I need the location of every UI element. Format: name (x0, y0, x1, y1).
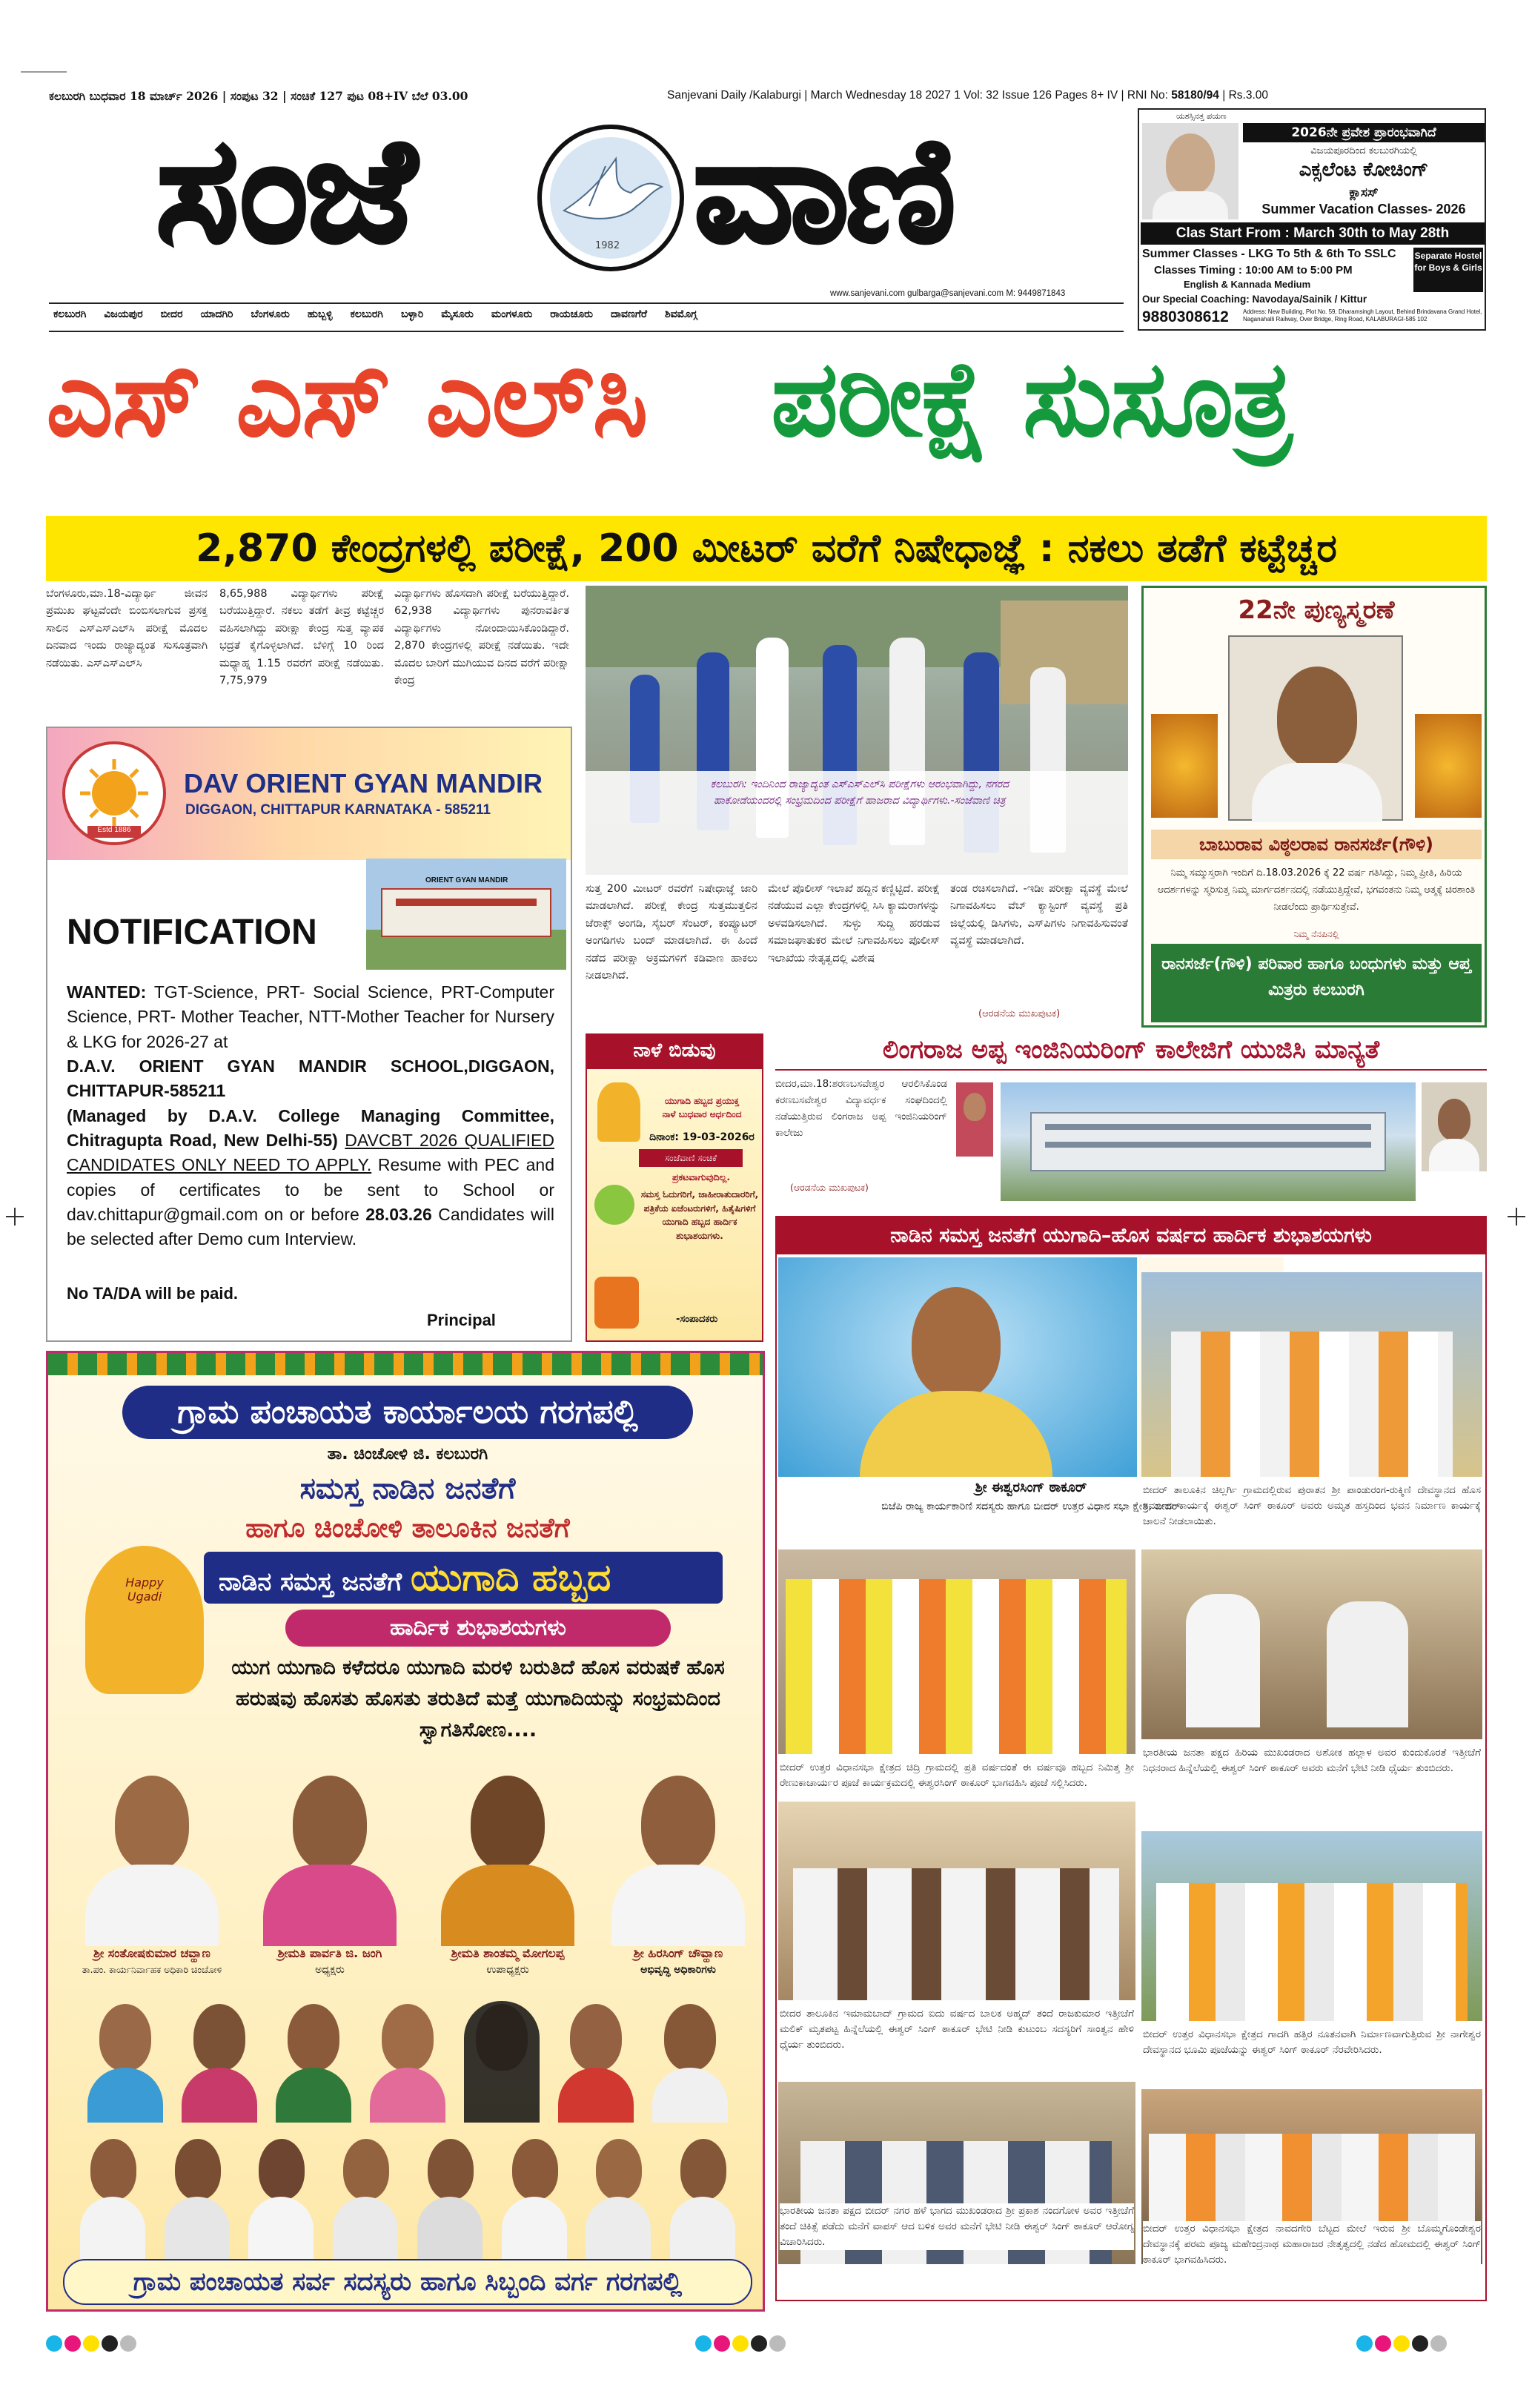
member-photo (583, 2131, 654, 2265)
panchayat-footer: ಗ್ರಾಮ ಪಂಚಾಯತ ಸರ್ವ ಸದಸ್ಯರು ಹಾಗೂ ಸಿಬ್ಬಂದಿ ವರ್ಗ ಗರಗಪಲ್ಲಿ (63, 2259, 752, 2305)
masthead-rule (49, 302, 1124, 304)
leader-name: ಶ್ರೀ ಈಶ್ವರಸಿಂಗ್ ಠಾಕೂರ್ (975, 1480, 1087, 1495)
members-row-2 (70, 2131, 745, 2265)
lamp-icon-right (1415, 714, 1482, 818)
event-photo-5 (1141, 1831, 1482, 2021)
ugadi-verse: ಯುಗ ಯುಗಾದಿ ಕಳೆದರೂ ಯುಗಾದಿ ಮರಳಿ ಬರುತಿದೆ ಹೊಸ ವರುಷಕೆ ಹೊಸ ಹರುಷವು ಹೊಸತು ಹೊಸತು ತರುತಿದೆ ಮತ್ತೆ ಯುಗಾದಿಯನ್ನು ಸಂಭ್ರಮದಿಂದ ಸ್ವಾಗತಿಸೋಣ.... (231, 1656, 725, 1742)
notification-heading: NOTIFICATION (67, 913, 317, 952)
school-building-photo: ORIENT GYAN MANDIR (366, 859, 566, 970)
registration-mark (1516, 1208, 1517, 1226)
event-photo-2 (778, 1549, 1135, 1754)
dateline-kannada: ಕಲಬುರಗಿ ಬುಧವಾರ 18 ಮಾರ್ಚ್ 2026 | ಸಂಪುಟ 32 | ಸಂಚಿಕೆ 127 ಪುಟ 08+IV ಬೆಲೆ 03.00 (49, 89, 468, 103)
member-photo (179, 1997, 260, 2123)
color-bar-left (46, 2335, 136, 2352)
editor-sign: -ಸಂಪಾದಕರು (676, 1314, 718, 1325)
college-body: ಬೀದರ,ಮಾ.18:ಶರಣಬಸವೇಶ್ವರ ಆರಲಿಸಿಕೊಂಡ ಕರಣಬಸವೇಶ್ವರ ವಿದ್ಯಾವರ್ಧಕ ಸಂಘದಿಂದಲ್ಲಿ ನಡೆಯುತ್ತಿರುವ ಲಿಂಗರಾಜ ಅಪ್ಪ ಇಂಜಿನಿಯರಿಂಗ್ ಕಾಲೇಜು (775, 1078, 947, 1139)
crop-mark (21, 71, 67, 73)
city-12: ಶಿವಮೊಗ್ಗ (665, 308, 697, 320)
official-3-photo (434, 1768, 582, 1946)
event-caption-5: ಬೀದರ್ ಉತ್ತರ ವಿಧಾನಸಭಾ ಕ್ಷೇತ್ರದ ಗಾದಗಿ ಹತ್ತಿರ ನೂತನವಾಗಿ ನಿರ್ಮಾಣವಾಗುತ್ತಿರುವ ಶ್ರೀ ನಾಗೇಶ್ವರ ದೇವಸ್ಥಾನದ ಭೂಮಿ ಪೂಜೆಯನ್ನು ಈಶ್ವರ್ ಸಿಂಗ್ ಠಾಕೂರ್ ನೆರವೇರಿಸಿದರು. (1143, 2028, 1481, 2056)
lamp-icon-left (1151, 714, 1218, 818)
event-caption-2: ಬೀದರ್ ಉತ್ತರ ವಿಧಾನಸಭಾ ಕ್ಷೇತ್ರದ ಚಿದ್ರಿ ಗ್ರಾಮದಲ್ಲಿ ಪ್ರತಿ ವರ್ಷದಂತೆ ಈ ವರ್ಷವೂ ಹಬ್ಬದ ನಿಮಿತ್ತ ಶ್ರೀ ರೇಣುಕಾಚಾರ್ಯರ ಪೂಜೆ ಕಾರ್ಯಕ್ರಮದಲ್ಲಿ ಈಶ್ವರಸಿಂಗ್ ಠಾಕೂರ್ ಭಾಗವಹಿಸಿ ಪೂಜೆ ಸಲ್ಲಿಸಿದರು. (780, 1762, 1134, 1789)
city-0: ಕಲಬುರಗಿ (53, 308, 87, 320)
college-building-photo (1001, 1082, 1416, 1201)
masthead-title-left: ಸಂಜೆ (156, 105, 412, 275)
member-photo (667, 2131, 738, 2265)
mango-leaf-toran (48, 1353, 765, 1375)
city-8: ಮೈಸೂರು (441, 308, 474, 320)
city-2: ಬೀದರ (160, 308, 183, 320)
member-photo (555, 1997, 637, 2123)
dav-address: DIGGAON, CHITTAPUR KARNATAKA - 585211 (185, 802, 491, 818)
story-col-2: 8,65,988 ವಿದ್ಯಾರ್ಥಿಗಳು ಪರೀಕ್ಷೆ ಬರೆಯುತ್ತಿದ್ದಾರೆ. ನಕಲು ತಡೆಗೆ ತೀವ್ರ ಕಟ್ಟೆಚ್ಚರ ವಹಿಸಲಾಗಿದ್ದು ಪರೀಕ್ಷಾ ಕೇಂದ್ರ ಸುತ್ತ ವ್ಯಾಪಕ ಭದ್ರತೆ ಕೈಗೊಳ್ಳಲಾಗಿದೆ. ಬೆಳಿಗ್ಗೆ 10 ರಿಂದ ಮಧ್ಯಾಹ್ನ 1.15 ರವರೆಗೆ ಪರೀಕ್ಷೆ ನಡೆಯಿತು. 7,75,979 (219, 588, 384, 687)
leader-portrait (778, 1257, 1137, 1477)
story-col-4: ಸುತ್ತ 200 ಮೀಟರ್ ರವರೆಗೆ ನಿಷೇಧಾಜ್ಞೆ ಜಾರಿ ಮಾಡಲಾಗಿದೆ. ಪರೀಕ್ಷೆ ಕೇಂದ್ರ ಸುತ್ತಮುತ್ತಲಿನ ಜೆರಾಕ್ಸ್ ಅಂಗಡಿ, ಸೈಬರ್ ಸೆಂಟರ್, ಕಂಪ್ಯೂಟರ್ ಅಂಗಡಿಗಳು ಬಂದ್ ಮಾಡಲಾಗಿದೆ. ಈ ಹಿಂದೆ ನಡೆದ ಪರೀಕ್ಷಾ ಅಕ್ರಮಗಳಿಗೆ ಕಡಿವಾಣ ಹಾಕಲು ನೀಡಲಾಗಿದೆ. (586, 883, 757, 982)
memorial-text: ನಿಮ್ಮ ಸಮ್ಮುಸ್ತರಾಗಿ ಇಂದಿಗೆ ದಿ.18.03.2026 ಕ್ಕೆ 22 ವರ್ಷ ಗತಿಸಿದ್ದು, ನಿಮ್ಮ ಪ್ರೀತಿ, ಹಿರಿಯ ಆದರ್ಶಗಳನ್ನು ಸ್ಮರಿಸುತ್ತ ನಿಮ್ಮ ಮಾರ್ಗದರ್ಶನದಲ್ಲಿ ನಡೆಯುತ್ತಿದ್ದೇವೆ, ಭಗವಂತನು ನಿಮ್ಮ ಆತ್ಮಕ್ಕೆ ಚಿರಶಾಂತಿ ನೀಡಲೆಂದು ಪ್ರಾರ್ಥಿಸುತ್ತೇವೆ. (1157, 867, 1476, 913)
member-photo (330, 2131, 401, 2265)
event-caption-3: ಭಾರತೀಯ ಜನತಾ ಪಕ್ಷದ ಹಿರಿಯ ಮುಖಂಡರಾದ ಅಶೋಕ ಹಲ್ಲಾಳ ಅವರ ಕುಂದುಕೊರತೆ ಇತ್ತೀಚೆಗೆ ನಿಧನರಾದ ಹಿನ್ನೆಲೆಯಲ್ಲಿ ಈಶ್ವರ್ ಸಿಂಗ್ ಠಾಕೂರ್ ಅವರು ಮನೆಗೆ ಭೇಟಿ ನೀಡಿ ಧೈರ್ಯ ತುಂಬಿದರು. (1143, 1747, 1481, 1774)
member-photo (162, 2131, 233, 2265)
notification-body: WANTED: TGT-Science, PRT- Social Science, PRT-Computer Science, PRT- Mother Teacher, NTT-Mother Teacher for Nursery & LKG for 2026-27 at D.A.V. ORIENT GYAN MANDIR SCHOOL,DIGGAON, CHITTAPUR-585211 (Managed by D.A.V. College Managing Committee, Chitragupta Road, New Delhi-55) DAVCBT 2026 QUALIFIED CANDIDATES ONLY NEED TO APPLY. Resume with PEC and copies of certificates to be sent to School or dav.chittapur@gmail.com on or before 28.03.26 Candidates will be selected after Demo cum Interview. (67, 982, 555, 1249)
college-headline: ಲಿಂಗರಾಜ ಅಪ್ಪ ಇಂಜಿನಿಯರಿಂಗ್ ಕಾಲೇಜಿಗೆ ಯುಜಿಸಿ ಮಾನ್ಯತೆ (882, 1035, 1380, 1065)
holiday-notice-title: ನಾಳೆ ಬಿಡುವು (586, 1033, 763, 1068)
teacher-photo (1142, 123, 1238, 219)
official-3-name: ಶ್ರೀಮತಿ ಶಾಂತಮ್ಮ ಮೋಗಲಪ್ಪ (451, 1946, 565, 1960)
member-photo (273, 1997, 354, 2123)
masthead-rule-bottom (49, 331, 1124, 332)
event-photo-1 (1141, 1272, 1482, 1477)
rni-number: 58180/94 (1171, 89, 1219, 102)
official-2-photo (256, 1768, 404, 1946)
color-bar-center (695, 2335, 786, 2352)
headline-part2: ಪರೀಕ್ಷೆ ಸುಸೂತ್ರ (771, 337, 1291, 460)
headline-part1: ಎಸ್ ಎಸ್ ಎಲ್‌ಸಿ (46, 337, 647, 460)
dav-notification-ad (46, 727, 572, 1342)
official-1-name: ಶ್ರೀ ಸಂತೋಷಕುಮಾರ ಚವ್ಹಾಣ (93, 1946, 210, 1960)
college-founder-photo (1422, 1082, 1487, 1171)
official-4-photo (604, 1768, 752, 1946)
principal-sign: Principal (427, 1311, 496, 1329)
kalasha-icon (597, 1082, 640, 1142)
city-4: ಬೆಂಗಳೂರು (251, 308, 290, 320)
kalasha-pot-icon (85, 1546, 204, 1694)
coaching-ad: ಯಶಸ್ಸಿನತ್ತ ಪಯಣ 2026ನೇ ಪ್ರವೇಶ ಪ್ರಾರಂಭವಾಗಿದೆ ವಿಜಯಪೂರದಿಂದ ಕಲಬುರಗಿಯಲ್ಲಿ ಎಕ್ಸಲೆಂಟ ಕೋಚಿಂಗ್ ಕ್ಲಾಸಸ್ Summer Vacation Classes- 2026 Clas Start From : March 30th to May 28th Summer Classes - LKG To 5th & 6th To SSLC Classes Timing : 10:00 AM to 5:00 PM English & Kannada Medium Separate Hostel for Boys & Girls Our Special Coaching: Navodaya/Sainik / Kittur 9880308612 Address: New Building, Plot No. 59, Dharamsingh Layout, Behind Brindavana Grand Hotel, Naganahalli Railway, Over Bridge, Ring Road, KALABURAGI-585 102 (1138, 108, 1486, 331)
event-photo-4 (778, 1802, 1135, 2000)
story-col-6: ತಂಡ ರಚಿಸಲಾಗಿದೆ. -ಇಡೀ ಪರೀಕ್ಷಾ ವ್ಯವಸ್ಥೆ ಮೇಲೆ ನಿಗಾವಹಿಸಲು ವೆಬ್ ಕ್ಯಾಸ್ಟಿಂಗ್ ವ್ಯವಸ್ಥೆ ಪ್ರತಿ ಜಿಲ್ಲೆಯಲ್ಲಿ ಡಿಸಿಗಳು, ಎಸ್‌ಪಿಗಳು ನಿಗಾವಹಿಸುವಂತೆ ವ್ಯವಸ್ಥೆ ಮಾಡಲಾಗಿದೆ. (950, 883, 1128, 947)
panchayat-ugadi-banner: ನಾಡಿನ ಸಮಸ್ತ ಜನತೆಗೆ ಯುಗಾದಿ ಹಬ್ಬದ (204, 1552, 723, 1604)
panchayat-ugadi-ad: ಗ್ರಾಮ ಪಂಚಾಯತ ಕಾರ್ಯಾಲಯ ಗರಗಪಲ್ಲಿ ತಾ. ಚಿಂಚೋಳಿ ಜಿ. ಕಲಬುರಗಿ ಸಮಸ್ತ ನಾಡಿನ ಜನತೆಗೆ ಹಾಗೂ ಚಿಂಚೋಳಿ ತಾಲೂಕಿನ ಜನತೆಗೆ ನಾಡಿನ ಸಮಸ್ತ ಜನತೆಗೆ ಯುಗಾದಿ ಹಬ್ಬದ ಹಾರ್ದಿಕ ಶುಭಾಶಯಗಳು Happy Ugadi ಯುಗ ಯುಗಾದಿ ಕಳೆದರೂ ಯುಗಾದಿ ಮರಳಿ ಬರುತಿದೆ ಹೊಸ ವರುಷಕೆ ಹೊಸ ಹರುಷವು ಹೊಸತು ಹೊಸತು ತರುತಿದೆ ಮತ್ತೆ ಯುಗಾದಿಯನ್ನು ಸಂಭ್ರಮದಿಂದ ಸ್ವಾಗತಿಸೋಣ.... ಶ್ರೀ ಸಂತೋಷಕುಮಾರ ಚವ್ಹಾಣ ತಾ.ಪಂ. ಕಾರ್ಯನಿರ್ವಾಹಕ ಅಧಿಕಾರಿ ಚಿಂಚೋಳಿ ಶ್ರೀಮತಿ ಪಾರ್ವತಿ ಜಿ. ಜಂಗಿ ಅಧ್ಯಕ್ಷರು ಶ್ರೀಮತಿ ಶಾಂತಮ್ಮ ಮೋಗಲಪ್ಪ ಉಪಾಧ್ಯಕ್ಷರು ಶ್ರೀ ಹಿರಸಿಂಗ್ ಚೌವ್ಹಾಣ ಅಭಿವೃದ್ಧಿ ಅಧಿಕಾರಿಗಳು ಗ್ರಾಮ ಪಂಚಾಯತ ಸರ್ವ ಸದಸ್ಯರು ಹಾಗೂ ಸಿಬ್ಬಂದಿ ವರ್ಗ ಗರಗಪಲ್ಲಿ (46, 1351, 765, 2312)
story-credit: (ಆರಡನೆಯ ಮುಖಪುಟಕ) (978, 1008, 1061, 1019)
dav-seal: Estd 1886 (62, 741, 166, 845)
event-photo-3 (1141, 1549, 1482, 1739)
member-photo (77, 2131, 148, 2265)
logo-year: 1982 (595, 240, 620, 251)
city-11: ದಾವಣಗೆರೆ (611, 308, 647, 320)
college-person-photo (956, 1082, 993, 1157)
dateline-english: Sanjevani Daily /Kalaburgi | March Wednesday 18 2027 1 Vol: 32 Issue 126 Pages 8+ IV | RNI No: 58180/94 | Rs.3.00 (667, 89, 1268, 102)
official-2-role: ಅಧ್ಯಕ್ಷರು (315, 1964, 345, 1976)
dove-logo (537, 125, 684, 271)
member-photo (84, 1997, 166, 2123)
holiday-date: ದಿನಾಂಕ: 19-03-2026ರ (649, 1131, 755, 1143)
event-caption-6: ಭಾರತೀಯ ಜನತಾ ಪಕ್ಷದ ಬೀದರ್ ನಗರ ಹಳೆ ಭಾಗದ ಮುಖಂಡರಾದ ಶ್ರೀ ಪ್ರಕಾಶ ನಂದಗೋಳ ಅವರ ಇತ್ತೀಚೆಗೆ ತಂದೆ ಚಿಕಿತ್ಸೆ ಪಡೆದು ಮನೆಗೆ ವಾಪಸ್ ಆದ ಬಳಿಕ ಅವರ ಮನೆಗೆ ಭೇಟಿ ನೀಡಿ ಈಶ್ವರ್ ಸಿಂಗ್ ಠಾಕೂರ್ ಆರೋಗ್ಯ ವಿಚಾರಿಸಿದರು. (780, 2203, 1134, 2250)
memorial-ad: 22ನೇ ಪುಣ್ಯಸ್ಮರಣೆ ಬಾಬುರಾವ ವಿಠ್ಠಲರಾವ ರಾನಸರ್ಜೆ(ಗೌಳಿ) ನಿಮ್ಮ ಸಮ್ಮುಸ್ತರಾಗಿ ಇಂದಿಗೆ ದಿ.18.03.2026 ಕ್ಕೆ 22 ವರ್ಷ ಗತಿಸಿದ್ದು, ನಿಮ್ಮ ಪ್ರೀತಿ, ಹಿರಿಯ ಆದರ್ಶಗಳನ್ನು ಸ್ಮರಿಸುತ್ತ ನಿಮ್ಮ ಮಾರ್ಗದರ್ಶನದಲ್ಲಿ ನಡೆಯುತ್ತಿದ್ದೇವೆ, ಭಗವಂತನು ನಿಮ್ಮ ಆತ್ಮಕ್ಕೆ ಚಿರಶಾಂತಿ ನೀಡಲೆಂದು ಪ್ರಾರ್ಥಿಸುತ್ತೇವೆ. ನಿಮ್ಮ ನೆನಪಿನಲ್ಲಿ ರಾನಸರ್ಜೆ(ಗೌಳಿ) ಪರಿವಾರ ಹಾಗೂ ಬಂಧುಗಳು ಮತ್ತು ಆಪ್ತ ಮಿತ್ರರು ಕಲಬುರಗಿ (1141, 586, 1487, 1028)
contact-line: www.sanjevani.com gulbarga@sanjevani.com M: 9449871843 (830, 289, 1066, 298)
official-1-photo (78, 1768, 226, 1946)
story-col-5: ಮೇಲೆ ಪೊಲೀಸ್ ಇಲಾಖೆ ಹದ್ದಿನ ಕಣ್ಣಿಟ್ಟಿದೆ. ಪರೀಕ್ಷೆ ನಡೆಯುವ ಎಲ್ಲಾ ಕೇಂದ್ರಗಳಲ್ಲಿ ಸಿಸಿ ಕ್ಯಾಮರಾಗಳನ್ನು ಅಳವಡಿಸಲಾಗಿದೆ. ಸುಳ್ಳು ಸುದ್ದಿ ಹರಡುವ ಸಮಾಜಘಾತುಕರ ಮೇಲೆ ನಿಗಾವಹಿಸಲು ಪೊಲೀಸ್ ಇಲಾಖೆಯ ನೇತೃತ್ವದಲ್ಲಿ ವಿಶೇಷ (768, 883, 940, 965)
members-row-1 (78, 1997, 737, 2123)
official-2-name: ಶ್ರೀಮತಿ ಪಾರ್ವತಿ ಜಿ. ಜಂಗಿ (277, 1946, 382, 1960)
city-10: ರಾಯಚೂರು (550, 308, 593, 320)
coaching-phone: 9880308612 (1142, 308, 1229, 325)
official-3-role: ಉಪಾಧ್ಯಕ್ಷರು (486, 1964, 529, 1976)
students-photo (586, 586, 1128, 875)
coaching-brand: ಎಕ್ಸಲೆಂಟ ಕೋಚಿಂಗ್ (1299, 159, 1429, 181)
city-5: ಹುಬ್ಬಳ್ಳಿ (307, 308, 333, 320)
students-photo-caption: ಕಲಬುರಗಿ: ಇಂದಿನಿಂದ ರಾಜ್ಯಾದ್ಯಂತ ಎಸ್‌ಎಸ್‌ಎಲ್‌ಸಿ ಪರೀಕ್ಷೆಗಳು ಆರಂಭವಾಗಿದ್ದು, ನಗರದ ಹಾಕೋಡೆಯಂದರಲ್ಲಿ ಸಂಭ್ರಮದಿಂದ ಪರೀಕ್ಷೆಗೆ ಹಾಜರಾದ ವಿದ್ಯಾರ್ಥಿಗಳು.-ಸಂಜೆವಾಣಿ ಚಿತ್ರ (710, 778, 1009, 807)
leader-description: ಬಿಜೆಪಿ ರಾಜ್ಯ ಕಾರ್ಯಕಾರಿಣಿ ಸದಸ್ಯರು ಹಾಗೂ ಬೀದರ್ ಉತ್ತರ ವಿಧಾನ ಸಭಾ ಕ್ಷೇತ್ರ, ಬೀದರ್ (881, 1501, 1181, 1512)
event-caption-4: ಬೀದರ ತಾಲೂಕಿನ ಇಮಾಮಬಾದ್ ಗ್ರಾಮದ ಐದು ವರ್ಷದ ಬಾಲಕ ಅಹ್ಮದ್ ತಂದೆ ರಾಜಕುಮಾರ ಇತ್ತೀಚೆಗೆ ಮಲಿಕ್ ಮೃತಪಟ್ಟ ಹಿನ್ನೆಲೆಯಲ್ಲಿ ಈಶ್ವರ್ ಸಿಂಗ್ ಠಾಕೂರ್ ಭೇಟಿ ನೀಡಿ ಕುಟುಂಬ ಸದಸ್ಯರಿಗೆ ಸಾಂತ್ವನ ಹೇಳಿ ಧೈರ್ಯ ತುಂಬಿದರು. (780, 2008, 1134, 2051)
official-4-role: ಅಭಿವೃದ್ಧಿ ಅಧಿಕಾರಿಗಳು (640, 1964, 716, 1976)
member-photo (245, 2131, 316, 2265)
college-rule (775, 1069, 1487, 1071)
official-4-name: ಶ್ರೀ ಹಿರಸಿಂಗ್ ಚೌವ್ಹಾಣ (633, 1946, 723, 1960)
city-7: ಬಳ್ಳಾರಿ (400, 308, 424, 320)
city-6: ಕಲಬುರಗಿ (350, 308, 383, 320)
memorial-name: ಬಾಬುರಾವ ವಿಠ್ಠಲರಾವ ರಾನಸರ್ಜೆ(ಗೌಳಿ) (1151, 830, 1482, 859)
city-3: ಯಾದಗಿರಿ (200, 308, 233, 320)
member-photo (367, 1997, 448, 2123)
mango-leaf-icon (594, 1185, 634, 1225)
subheadline: 2,870 ಕೇಂದ್ರಗಳಲ್ಲಿ ಪರೀಕ್ಷೆ, 200 ಮೀಟರ್ ವರೆಗೆ ನಿಷೇಧಾಜ್ಞೆ : ನಕಲು ತಡೆಗೆ ಕಟ್ಟೆಚ್ಚರ (196, 526, 1337, 571)
memorial-family: ರಾನಸರ್ಜೆ(ಗೌಳಿ) ಪರಿವಾರ ಹಾಗೂ ಬಂಧುಗಳು ಮತ್ತು ಆಪ್ತ ಮಿತ್ರರು ಕಲಬುರಗಿ (1151, 944, 1482, 1022)
memorial-photo (1228, 635, 1403, 821)
story-col-1: ಬೆಂಗಳೂರು,ಮಾ.18-ವಿದ್ಯಾರ್ಥಿ ಜೀವನ ಪ್ರಮುಖ ಘಟ್ಟವೆಂದೇ ಬಿಂಬಿಸಲಾಗುವ ಪ್ರಸಕ್ತ ಸಾಲಿನ ಎಸ್‌ಎಸ್‌ಎಲ್‌ಸಿ ಪರೀಕ್ಷೆ ಮೊದಲ ದಿನವಾದ ಇಂದು ರಾಜ್ಯಾದ್ಯಂತ ಸುಸೂತ್ರವಾಗಿ ನಡೆಯಿತು. ಎಸ್‌ಎಸ್‌ಎಲ್‌ಸಿ (46, 588, 208, 669)
story-col-3: ವಿದ್ಯಾರ್ಥಿಗಳು ಹೊಸದಾಗಿ ಪರೀಕ್ಷೆ ಬರೆಯುತ್ತಿದ್ದಾರೆ. 62,938 ವಿದ್ಯಾರ್ಥಿಗಳು ಪುನರಾವರ್ತಿತ ವಿದ್ಯಾರ್ಥಿಗಳು ನೋಂದಾಯಿಸಿಕೊಂಡಿದ್ದಾರೆ. 2,870 ಕೇಂದ್ರಗಳಲ್ಲಿ ಪರೀಕ್ಷೆ ನಡೆಯಿತು. ಇದೇ ಮೊದಲ ಬಾರಿಗೆ ಮುಗಿಯುವ ದಿನದ ವರೆಗೆ ಪರೀಕ್ಷಾ ಕೇಂದ್ರ (394, 588, 569, 687)
member-photo (649, 1997, 731, 2123)
memorial-title: 22ನೇ ಪುಣ್ಯಸ್ಮರಣೆ (1238, 595, 1395, 625)
event-caption-7: ಬೀದರ್ ಉತ್ತರ ವಿಧಾನಸಭಾ ಕ್ಷೇತ್ರದ ನಾವದಗೇರಿ ಬೆಟ್ಟದ ಮೇಲೆ ಇರುವ ಶ್ರೀ ಬೊಮ್ಮಗೊಂಡೇಶ್ವರ ದೇವಸ್ಥಾನಕ್ಕೆ ಪರಮ ಪೂಜ್ಯ ಮಹೇಂದ್ರನಾಥ ಮಹಾರಾಜರ ನೇತೃತ್ವದಲ್ಲಿ ನಡೆದ ಹೋಮದಲ್ಲಿ ಈಶ್ವರ್ ಸಿಂಗ್ ಠಾಕೂರ್ ಭಾಗವಹಿಸಿದರು. (1143, 2221, 1481, 2268)
city-strip (53, 308, 697, 320)
pot-icon (594, 1277, 639, 1329)
greetings-banner: ನಾಡಿನ ಸಮಸ್ತ ಜನತೆಗೆ ಯುಗಾದಿ–ಹೊಸ ವರ್ಷದ ಹಾರ್ದಿಕ ಶುಭಾಶಯಗಳು (777, 1217, 1485, 1254)
registration-mark (14, 1208, 16, 1226)
city-1: ವಿಜಯಪುರ (104, 308, 143, 320)
masthead-title-right: ವಾಣಿ (693, 105, 952, 275)
event-caption-1: ಬೀದರ್ ತಾಲೂಕಿನ ಚಿಲ್ಲರ್ಗಿ ಗ್ರಾಮದಲ್ಲಿರುವ ಪುರಾತನ ಶ್ರೀ ಪಾಂಡುರಂಗ-ರುಕ್ಮಿಣಿ ದೇವಸ್ಥಾನದ ಹೊಸ ನಿರ್ಮಾಣ ಕಾರ್ಯಕ್ಕೆ ಈಶ್ವರ್ ಸಿಂಗ್ ಠಾಕೂರ್ ಅವರು ಅಮೃತ ಹಸ್ತದಿಂದ ಭವನ ನಿರ್ಮಾಣ ಕಾರ್ಯಕ್ಕೆ ಚಾಲನೆ ನೀಡಲಾಯಿತು. (1143, 1484, 1481, 1527)
member-photo (499, 2131, 570, 2265)
official-1-role: ತಾ.ಪಂ. ಕಾರ್ಯನಿರ್ವಾಹಕ ಅಧಿಕಾರಿ ಚಿಂಚೋಳಿ (82, 1964, 222, 1975)
panchayat-title: ಗ್ರಾಮ ಪಂಚಾಯತ ಕಾರ್ಯಾಲಯ ಗರಗಪಲ್ಲಿ (122, 1386, 693, 1439)
dav-school-name: DAV ORIENT GYAN MANDIR (184, 768, 543, 798)
color-bar-right (1356, 2335, 1447, 2352)
member-photo (414, 2131, 485, 2265)
city-9: ಮಂಗಳೂರು (491, 308, 533, 320)
no-tada-note: No TA/DA will be paid. (67, 1284, 238, 1303)
member-photo (461, 1997, 543, 2123)
holiday-notice: ಯುಗಾದಿ ಹಬ್ಬದ ಪ್ರಯುಕ್ತ ನಾಳೆ ಬುಧವಾರ ಅರ್ಧದಿಂದ ದಿನಾಂಕ: 19-03-2026ರ ಸಂಜೆವಾಣಿ ಸಂಚಿಕೆ ಪ್ರಕಟವಾಗುವುದಿಲ್ಲ. ಸಮಸ್ತ ಓದುಗರಿಗೆ, ಜಾಹೀರಾತುದಾರರಿಗೆ, ಪತ್ರಿಕೆಯ ಏಜೆಂಟರುಗಳಿಗೆ, ಹಿತೈಷಿಗಳಿಗೆ ಯುಗಾದಿ ಹಬ್ಬದ ಹಾರ್ದಿಕ ಶುಭಾಶಯಗಳು. -ಸಂಪಾದಕರು (586, 1068, 763, 1342)
